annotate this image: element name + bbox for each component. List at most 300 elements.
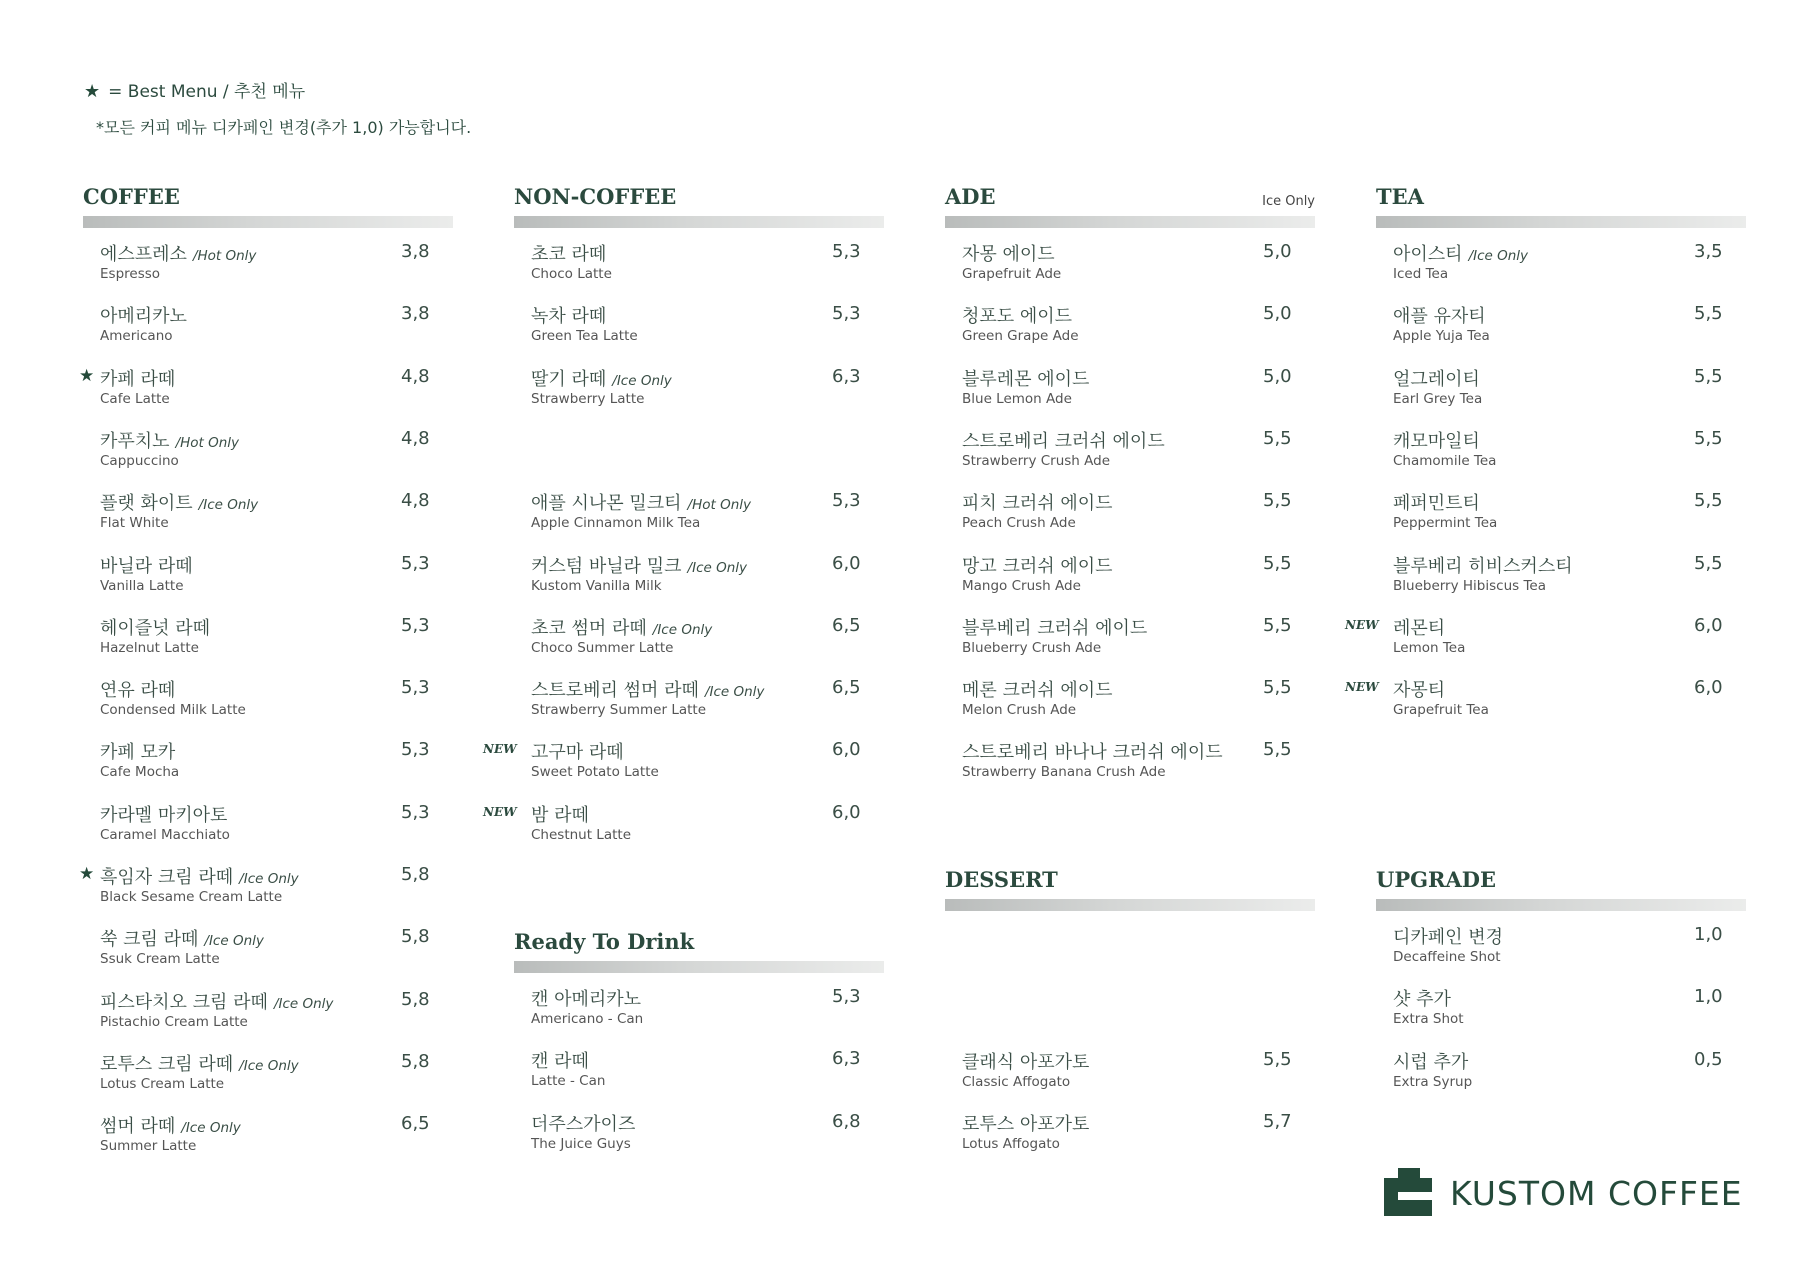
- item-name-ko-text: 애플 유자티: [1393, 306, 1486, 327]
- menu-item: [514, 240, 884, 296]
- item-name-ko: [100, 738, 175, 764]
- ade-header: [945, 184, 1315, 214]
- item-name-en: Americano: [100, 328, 173, 344]
- dessert-header: [945, 867, 1315, 897]
- item-name-ko-text: 망고 크러쉬 에이드: [962, 556, 1113, 577]
- item-price: 5,7: [1263, 1111, 1292, 1132]
- item-name-ko: [962, 427, 1165, 453]
- section-divider: [83, 216, 453, 228]
- section-title: COFFEE: [83, 184, 180, 209]
- item-name-ko: [531, 738, 624, 764]
- item-name-en: Melon Crush Ade: [962, 702, 1077, 718]
- item-price: 5,8: [401, 1051, 430, 1072]
- item-name-ko-text: 블루베리 크러쉬 에이드: [962, 618, 1148, 639]
- section-divider: [514, 216, 884, 228]
- best-menu-legend: [84, 74, 471, 110]
- upgrade-section: [1376, 867, 1746, 1090]
- item-name-ko-text: 블루레몬 에이드: [962, 369, 1090, 390]
- new-badge: NEW: [1345, 680, 1379, 694]
- item-name-ko: [100, 614, 210, 640]
- item-price: 5,3: [832, 241, 861, 262]
- menu-item: [1345, 676, 1746, 732]
- item-name-ko-text: 플랫 화이트: [100, 493, 193, 514]
- section-divider: [945, 216, 1315, 228]
- item-name-ko-text: 흑임자 크림 라떼: [100, 867, 234, 888]
- rtd-header: [514, 929, 884, 959]
- item-price: 4,8: [401, 366, 430, 387]
- item-name-ko-text: 카라멜 마키아토: [100, 805, 228, 826]
- item-name-ko: [1393, 489, 1480, 515]
- menu-item: [514, 552, 884, 608]
- upgrade-header: [1376, 867, 1746, 897]
- item-name-ko: [1393, 427, 1480, 453]
- menu-item: [514, 489, 884, 545]
- menu-item: [945, 614, 1315, 670]
- item-name-en: Strawberry Crush Ade: [962, 453, 1111, 469]
- item-name-ko-text: 에스프레소: [100, 244, 187, 265]
- section-divider: [1376, 899, 1746, 911]
- item-name-ko-text: 로투스 아포가토: [962, 1114, 1090, 1135]
- tea-header: [1376, 184, 1746, 214]
- item-price: 6,0: [1694, 615, 1723, 636]
- menu-item: [1376, 552, 1746, 608]
- menu-item: [945, 676, 1315, 732]
- item-name-en: Sweet Potato Latte: [531, 764, 659, 780]
- item-name-ko: [1393, 676, 1445, 702]
- item-price: 5,3: [832, 490, 861, 511]
- item-name-ko: [100, 863, 299, 889]
- kustom-logo-icon: [1384, 1168, 1432, 1216]
- item-price: 3,8: [401, 303, 430, 324]
- menu-item: [945, 489, 1315, 545]
- item-price: 5,3: [401, 677, 430, 698]
- item-price: 5,5: [1263, 490, 1292, 511]
- item-name-en: Chamomile Tea: [1393, 453, 1497, 469]
- item-name-en: Espresso: [100, 266, 161, 282]
- item-name-ko-text: 피스타치오 크림 라떼: [100, 992, 268, 1013]
- item-availability: /Ice Only: [687, 560, 748, 576]
- item-price: 6,0: [832, 802, 861, 823]
- item-price: 5,5: [1694, 366, 1723, 387]
- item-name-ko: [531, 552, 747, 578]
- item-name-en: Peppermint Tea: [1393, 515, 1498, 531]
- item-price: 6,5: [832, 615, 861, 636]
- item-price: 6,5: [832, 677, 861, 698]
- item-name-en: Choco Summer Latte: [531, 640, 674, 656]
- section-title: NON-COFFEE: [514, 184, 677, 209]
- new-badge: NEW: [483, 742, 517, 756]
- item-price: 5,5: [1263, 677, 1292, 698]
- section-title: Ready To Drink: [514, 929, 695, 954]
- item-price: 5,3: [832, 303, 861, 324]
- new-badge: NEW: [1345, 618, 1379, 632]
- item-name-ko: [100, 925, 264, 951]
- item-name-ko-text: 초코 썸머 라떼: [531, 618, 647, 639]
- item-name-ko-text: 스트로베리 바나나 크러쉬 에이드: [962, 742, 1223, 763]
- item-availability: /Hot Only: [192, 248, 257, 264]
- item-price: 6,0: [832, 739, 861, 760]
- item-name-ko-text: 카페 모카: [100, 742, 176, 763]
- item-name-en: Vanilla Latte: [100, 578, 184, 594]
- item-price: 5,3: [401, 553, 430, 574]
- item-name-ko: [1393, 1048, 1468, 1074]
- item-name-ko: [100, 988, 333, 1014]
- item-price: 5,0: [1263, 366, 1292, 387]
- item-name-en: Pistachio Cream Latte: [100, 1014, 248, 1030]
- item-name-en: Grapefruit Tea: [1393, 702, 1489, 718]
- item-name-ko: [962, 489, 1113, 515]
- item-name-en: Condensed Milk Latte: [100, 702, 246, 718]
- item-name-ko: [962, 1110, 1089, 1136]
- item-name-ko-text: 로투스 크림 라떼: [100, 1054, 234, 1075]
- item-name-ko: [100, 801, 227, 827]
- item-availability: /Ice Only: [652, 622, 713, 638]
- menu-item: [79, 365, 453, 421]
- item-price: 6,3: [832, 366, 861, 387]
- item-price: 3,5: [1694, 241, 1723, 262]
- menu-item: [945, 240, 1315, 296]
- item-name-ko-text: 아메리카노: [100, 306, 187, 327]
- item-name-ko-text: 딸기 라떼: [531, 369, 607, 390]
- item-price: 5,5: [1694, 553, 1723, 574]
- decaf-note: *모든 커피 메뉴 디카페인 변경(추가 1,0) 가능합니다.: [96, 118, 472, 137]
- item-name-ko: [1393, 552, 1573, 578]
- menu-item: [483, 738, 884, 794]
- section-divider: [514, 961, 884, 973]
- item-name-en: Strawberry Banana Crush Ade: [962, 764, 1166, 780]
- item-availability: /Ice Only: [198, 497, 259, 513]
- menu-item: [83, 676, 453, 732]
- item-name-ko: [531, 614, 712, 640]
- item-price: 5,5: [1263, 1049, 1292, 1070]
- item-name-ko-text: 캔 아메리카노: [531, 989, 642, 1010]
- brand-logo: [1384, 1168, 1764, 1220]
- item-name-en: Blue Lemon Ade: [962, 391, 1072, 407]
- item-name-ko-text: 자몽티: [1393, 680, 1446, 701]
- new-badge: NEW: [483, 805, 517, 819]
- item-name-en: Kustom Vanilla Milk: [531, 578, 662, 594]
- item-name-ko: [100, 1050, 299, 1076]
- menu-item: [1376, 985, 1746, 1041]
- item-name-ko-text: 카푸치노: [100, 431, 170, 452]
- menu-item: [83, 240, 453, 296]
- menu-item: [514, 985, 884, 1041]
- noncoffee-header: [514, 184, 884, 214]
- menu-item: [945, 738, 1315, 794]
- item-name-ko-text: 고구마 라떼: [531, 742, 624, 763]
- menu-item: [945, 427, 1315, 483]
- menu-item: [514, 365, 884, 421]
- item-price: 5,8: [401, 989, 430, 1010]
- menu-item: [1376, 923, 1746, 979]
- item-availability: /Ice Only: [704, 684, 765, 700]
- item-name-ko: [962, 1048, 1089, 1074]
- coffee-header: [83, 184, 453, 214]
- noncoffee-section: [483, 184, 884, 843]
- rtd-section: [514, 929, 884, 1152]
- item-name-ko-text: 스트로베리 크러쉬 에이드: [962, 431, 1165, 452]
- coffee-section: [79, 184, 453, 1154]
- best-star-icon: ★: [79, 366, 95, 386]
- item-name-en: Green Grape Ade: [962, 328, 1079, 344]
- menu-item: [1345, 614, 1746, 670]
- item-name-ko-text: 커스텀 바닐라 밀크: [531, 556, 682, 577]
- item-name-ko-text: 메론 크러쉬 에이드: [962, 680, 1113, 701]
- menu-item: [1376, 365, 1746, 421]
- menu-item: [1376, 240, 1746, 296]
- item-name-en: Summer Latte: [100, 1138, 197, 1154]
- item-name-ko: [531, 985, 641, 1011]
- item-availability: /Ice Only: [204, 933, 264, 949]
- menu-item: [83, 1112, 453, 1168]
- item-name-ko: [100, 427, 239, 453]
- menu-item: [945, 302, 1315, 358]
- item-price: 6,3: [832, 1048, 861, 1069]
- item-name-ko: [962, 676, 1113, 702]
- menu-item: [83, 1050, 453, 1106]
- item-name-ko-text: 더주스가이즈: [531, 1114, 636, 1135]
- item-name-en: Hazelnut Latte: [100, 640, 199, 656]
- menu-item: [483, 801, 884, 857]
- item-name-ko-text: 연유 라떼: [100, 680, 176, 701]
- item-name-ko-text: 녹차 라떼: [531, 306, 607, 327]
- item-price: 1,0: [1694, 986, 1723, 1007]
- item-name-ko: [100, 489, 258, 515]
- item-availability: /Ice Only: [239, 871, 299, 887]
- section-divider: [1376, 216, 1746, 228]
- item-price: 5,5: [1263, 553, 1292, 574]
- item-name-ko: [531, 489, 751, 515]
- best-star-icon: ★: [79, 864, 95, 884]
- item-name-en: Caramel Macchiato: [100, 827, 230, 843]
- item-price: 5,5: [1694, 303, 1723, 324]
- menu-item: [514, 1110, 884, 1166]
- item-name-en: Classic Affogato: [962, 1074, 1071, 1090]
- item-name-ko-text: 바닐라 라떼: [100, 556, 193, 577]
- item-name-en: Blueberry Hibiscus Tea: [1393, 578, 1546, 594]
- item-name-en: Americano - Can: [531, 1011, 644, 1027]
- item-name-ko: [1393, 985, 1451, 1011]
- item-name-ko: [531, 1047, 589, 1073]
- menu-item: [83, 925, 453, 981]
- item-price: 5,0: [1263, 241, 1292, 262]
- item-name-ko: [531, 1110, 635, 1136]
- item-price: 6,0: [832, 553, 861, 574]
- item-price: 5,8: [401, 926, 430, 947]
- item-price: 6,0: [1694, 677, 1723, 698]
- item-name-en: Cafe Mocha: [100, 764, 180, 780]
- tea-section: [1345, 184, 1746, 718]
- item-availability: /Ice Only: [612, 373, 672, 389]
- item-name-en: Apple Cinnamon Milk Tea: [531, 515, 701, 531]
- item-price: 5,3: [401, 739, 430, 760]
- item-name-ko-text: 페퍼민트티: [1393, 493, 1480, 514]
- item-name-ko-text: 캐모마일티: [1393, 431, 1480, 452]
- item-name-en: Flat White: [100, 515, 169, 531]
- item-name-ko: [100, 676, 175, 702]
- item-name-ko: [100, 240, 256, 266]
- menu-item: [1376, 489, 1746, 545]
- item-name-en: Choco Latte: [531, 266, 612, 282]
- item-availability: /Ice Only: [273, 996, 334, 1012]
- item-price: 5,3: [401, 802, 430, 823]
- item-name-ko: [962, 552, 1113, 578]
- menu-item: [945, 1110, 1315, 1166]
- item-name-ko-text: 아이스티: [1393, 244, 1463, 265]
- item-price: 1,0: [1694, 924, 1723, 945]
- item-name-ko-text: 피치 크러쉬 에이드: [962, 493, 1113, 514]
- item-price: 0,5: [1694, 1049, 1723, 1070]
- item-name-ko-text: 클래식 아포가토: [962, 1052, 1090, 1073]
- item-price: 5,5: [1694, 428, 1723, 449]
- menu-item: [1376, 1048, 1746, 1104]
- item-price: 6,5: [401, 1113, 430, 1134]
- item-name-en: The Juice Guys: [531, 1136, 631, 1152]
- item-availability: /Hot Only: [175, 435, 240, 451]
- item-availability: /Ice Only: [239, 1058, 299, 1074]
- item-name-en: Iced Tea: [1393, 266, 1449, 282]
- item-name-en: Ssuk Cream Latte: [100, 951, 220, 967]
- item-name-en: Mango Crush Ade: [962, 578, 1081, 594]
- item-price: 5,5: [1694, 490, 1723, 511]
- section-title: DESSERT: [945, 867, 1058, 892]
- item-name-en: Lotus Cream Latte: [100, 1076, 225, 1092]
- menu-item: [79, 863, 453, 919]
- menu-item: [1376, 427, 1746, 483]
- item-name-ko: [962, 365, 1089, 391]
- item-availability: /Ice Only: [181, 1120, 241, 1136]
- item-price: 5,5: [1263, 428, 1292, 449]
- item-name-en: Cafe Latte: [100, 391, 170, 407]
- menu-item: [514, 614, 884, 670]
- section-title: ADE: [945, 184, 996, 209]
- item-price: 4,8: [401, 428, 430, 449]
- menu-item: [83, 427, 453, 483]
- section-note: Ice Only: [1262, 194, 1315, 209]
- legend: [84, 74, 471, 146]
- item-name-en: Peach Crush Ade: [962, 515, 1076, 531]
- item-name-en: Decaffeine Shot: [1393, 949, 1501, 965]
- item-name-ko-text: 카페 라떼: [100, 369, 176, 390]
- menu-item: [83, 302, 453, 358]
- item-price: 5,8: [401, 864, 430, 885]
- item-name-ko-text: 캔 라떼: [531, 1051, 589, 1072]
- item-name-ko-text: 디카페인 변경: [1393, 927, 1504, 948]
- item-name-ko: [100, 365, 175, 391]
- menu-item: [83, 988, 453, 1044]
- item-name-ko: [1393, 365, 1480, 391]
- item-name-ko-text: 시럽 추가: [1393, 1052, 1469, 1073]
- menu-item: [83, 801, 453, 857]
- item-name-en: Lotus Affogato: [962, 1136, 1060, 1152]
- menu-item: [945, 1048, 1315, 1104]
- menu-item: [514, 676, 884, 732]
- item-name-en: Green Tea Latte: [531, 328, 638, 344]
- item-name-ko: [1393, 240, 1528, 266]
- best-menu-label: = Best Menu / 추천 메뉴: [108, 82, 306, 102]
- item-name-ko-text: 블루베리 히비스커스티: [1393, 556, 1573, 577]
- item-name-ko: [531, 676, 764, 702]
- menu-item: [514, 1047, 884, 1103]
- item-name-ko-text: 자몽 에이드: [962, 244, 1055, 265]
- item-name-ko: [531, 801, 589, 827]
- menu-item: [83, 552, 453, 608]
- menu-item: [945, 552, 1315, 608]
- item-name-ko-text: 밤 라떼: [531, 805, 589, 826]
- item-name-ko: [100, 552, 193, 578]
- item-price: 5,3: [401, 615, 430, 636]
- item-price: 5,3: [832, 986, 861, 1007]
- ade-section: [945, 184, 1315, 780]
- item-name-en: Extra Syrup: [1393, 1074, 1473, 1090]
- item-name-en: Apple Yuja Tea: [1393, 328, 1490, 344]
- item-price: 5,0: [1263, 303, 1292, 324]
- star-icon: ★: [84, 81, 101, 102]
- item-name-ko-text: 청포도 에이드: [962, 306, 1073, 327]
- dessert-section: [945, 867, 1315, 1152]
- item-name-en: Cappuccino: [100, 453, 179, 469]
- menu-item: [83, 489, 453, 545]
- item-name-ko: [100, 302, 187, 328]
- brand-name: KUSTOM COFFEE: [1450, 1174, 1743, 1213]
- item-name-en: Blueberry Crush Ade: [962, 640, 1102, 656]
- menu-item: [514, 302, 884, 358]
- item-name-en: Strawberry Summer Latte: [531, 702, 707, 718]
- item-name-ko-text: 얼그레이티: [1393, 369, 1480, 390]
- item-price: 5,5: [1263, 615, 1292, 636]
- item-name-ko-text: 애플 시나몬 밀크티: [531, 493, 682, 514]
- item-name-ko-text: 초코 라떼: [531, 244, 607, 265]
- item-price: 3,8: [401, 241, 430, 262]
- item-name-en: Latte - Can: [531, 1073, 606, 1089]
- section-title: UPGRADE: [1376, 867, 1497, 892]
- item-name-ko: [962, 302, 1072, 328]
- item-availability: /Ice Only: [1468, 248, 1529, 264]
- menu-item: [1376, 302, 1746, 358]
- menu-item: [945, 365, 1315, 421]
- item-availability: /Hot Only: [687, 497, 752, 513]
- section-divider: [945, 899, 1315, 911]
- item-name-en: Earl Grey Tea: [1393, 391, 1483, 407]
- item-name-en: Grapefruit Ade: [962, 266, 1062, 282]
- menu-item: [83, 614, 453, 670]
- item-name-ko: [100, 1112, 241, 1138]
- item-name-en: Lemon Tea: [1393, 640, 1466, 656]
- section-title: TEA: [1376, 184, 1424, 209]
- item-name-ko: [962, 738, 1223, 764]
- item-price: 6,8: [832, 1111, 861, 1132]
- item-name-en: Strawberry Latte: [531, 391, 645, 407]
- item-name-ko-text: 샷 추가: [1393, 989, 1451, 1010]
- item-name-ko: [531, 365, 672, 391]
- item-price: 4,8: [401, 490, 430, 511]
- item-name-ko: [1393, 923, 1503, 949]
- item-name-ko-text: 스트로베리 썸머 라떼: [531, 680, 699, 701]
- item-name-en: Extra Shot: [1393, 1011, 1464, 1027]
- item-name-ko-text: 썸머 라떼: [100, 1116, 176, 1137]
- item-price: 5,5: [1263, 739, 1292, 760]
- item-name-en: Black Sesame Cream Latte: [100, 889, 283, 905]
- item-name-ko-text: 헤이즐넛 라떼: [100, 618, 211, 639]
- item-name-ko: [1393, 614, 1445, 640]
- item-name-ko-text: 쑥 크림 라떼: [100, 929, 199, 950]
- item-name-ko: [962, 614, 1147, 640]
- menu-item: [83, 738, 453, 794]
- item-name-ko: [531, 240, 606, 266]
- item-name-ko-text: 레몬티: [1393, 618, 1446, 639]
- item-name-ko: [1393, 302, 1486, 328]
- item-name-ko: [962, 240, 1055, 266]
